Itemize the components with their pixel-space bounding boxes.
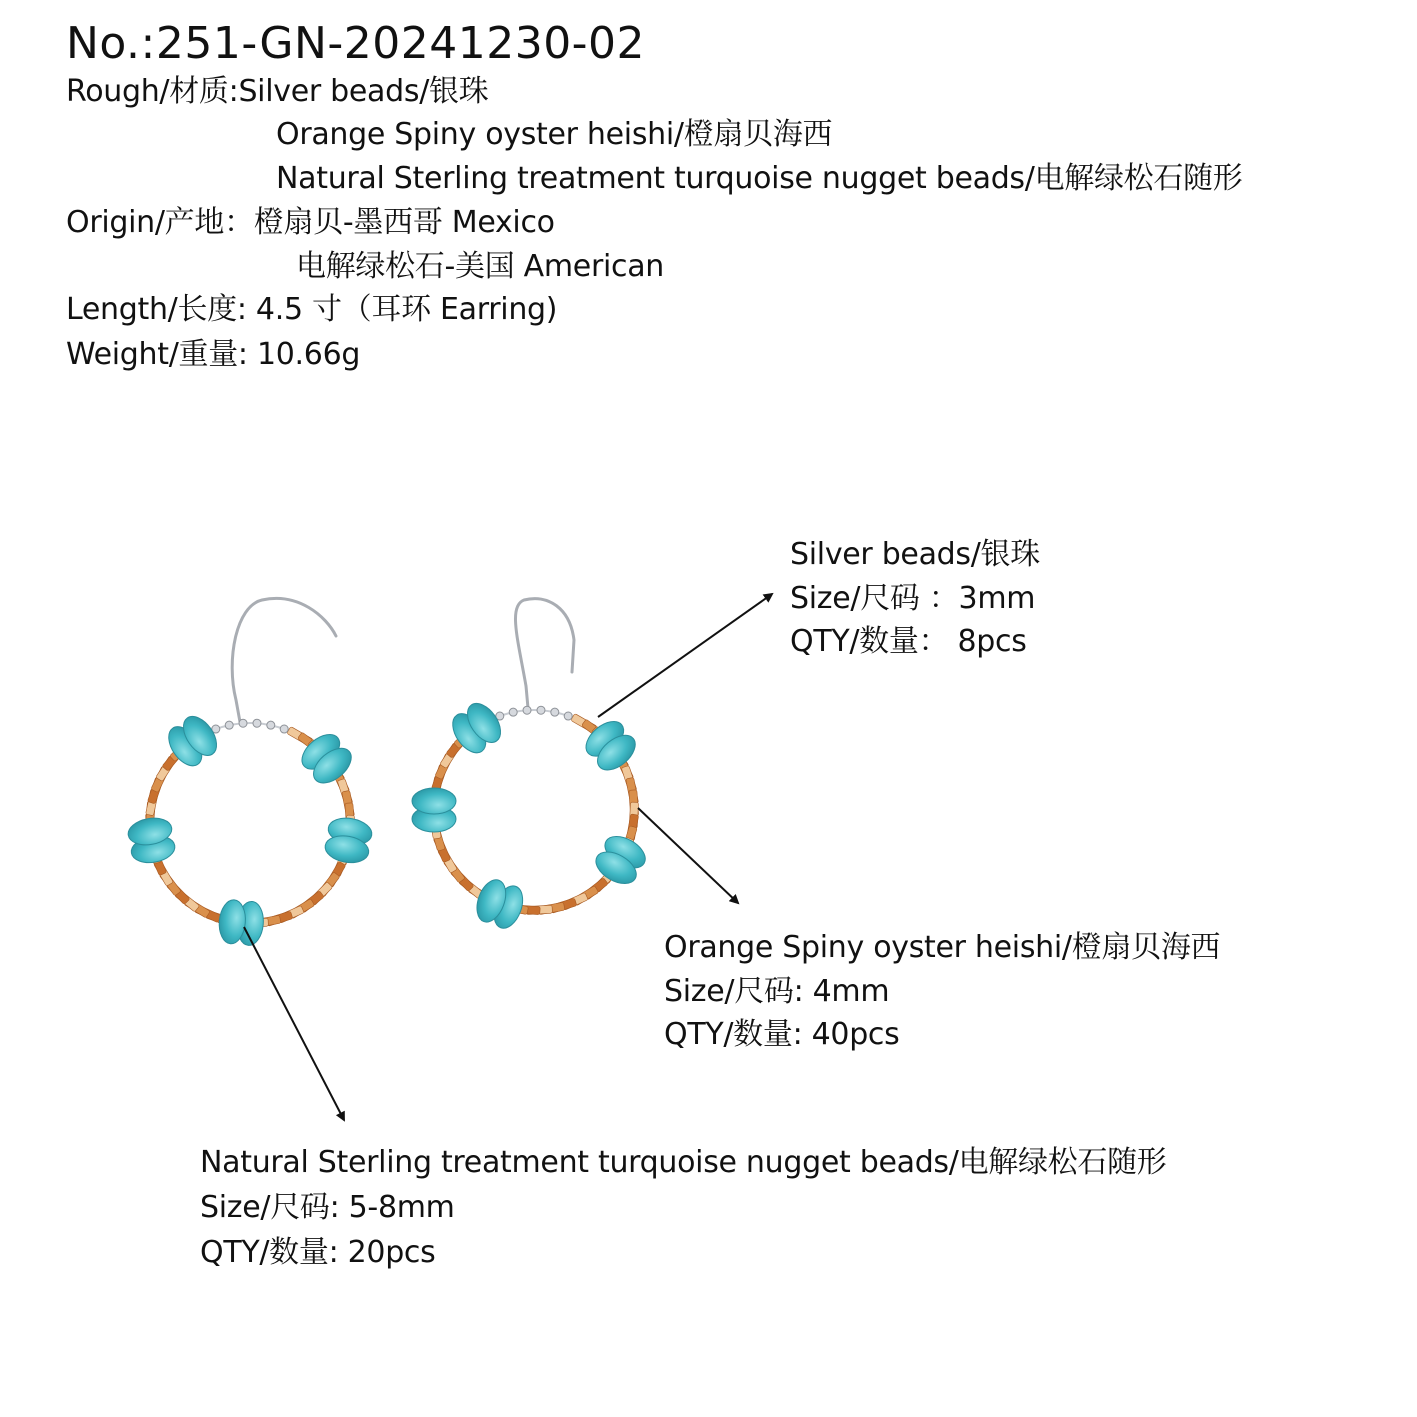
origin-item-spiny-oyster: 橙扇贝-墨西哥 Mexico (253, 205, 555, 240)
silver-bead (509, 708, 517, 716)
silver-bead (537, 706, 545, 714)
weight-line: Weight/重量: 10.66g (66, 337, 361, 372)
silver-bead (551, 708, 559, 716)
silver-bead (225, 721, 233, 729)
origin-item-turquoise: 电解绿松石-美国 American (296, 249, 665, 284)
silver-bead (267, 721, 275, 729)
callout-turquoise-size: Size/尺码: 5-8mm (200, 1190, 455, 1225)
rough-item-turquoise: Natural Sterling treatment turquoise nugget beads/电解绿松石随形 (276, 161, 1243, 196)
silver-bead (564, 712, 572, 720)
callout-spiny-name: Orange Spiny oyster heishi/橙扇贝海西 (664, 930, 1221, 965)
rough-item-silver: Silver beads/银珠 (238, 74, 489, 109)
silver-bead (523, 706, 531, 714)
ear-wire (515, 599, 574, 708)
rough-label: Rough/材质: (66, 74, 239, 109)
ear-wire (232, 598, 336, 722)
callout-turquoise-name: Natural Sterling treatment turquoise nugget beads/电解绿松石随形 (200, 1145, 1167, 1180)
rough-item-spiny-oyster: Orange Spiny oyster heishi/橙扇贝海西 (276, 117, 833, 152)
callout-spiny-qty: QTY/数量: 40pcs (664, 1017, 900, 1052)
earring-left (126, 598, 374, 946)
origin-label: Origin/产地： (66, 205, 254, 240)
silver-bead (239, 719, 247, 727)
callout-silver-size: Size/尺码 ：3mm (790, 581, 1036, 616)
length-line: Length/长度: 4.5 寸（耳环 Earring) (66, 292, 558, 327)
arrow-silver-beads (598, 594, 772, 717)
silver-bead (253, 719, 261, 727)
arrow-spiny-oyster (638, 808, 738, 903)
callout-silver-qty: QTY/数量： 8pcs (790, 624, 1027, 659)
arrow-turquoise (244, 927, 344, 1120)
callout-spiny-size: Size/尺码: 4mm (664, 974, 890, 1009)
callout-turquoise-qty: QTY/数量: 20pcs (200, 1235, 436, 1270)
callout-silver-name: Silver beads/银珠 (790, 537, 1040, 572)
earring-right (412, 599, 651, 933)
product-number: No.:251-GN-20241230-02 (66, 18, 646, 69)
turquoise-nugget (412, 788, 456, 814)
silver-bead (280, 725, 288, 733)
